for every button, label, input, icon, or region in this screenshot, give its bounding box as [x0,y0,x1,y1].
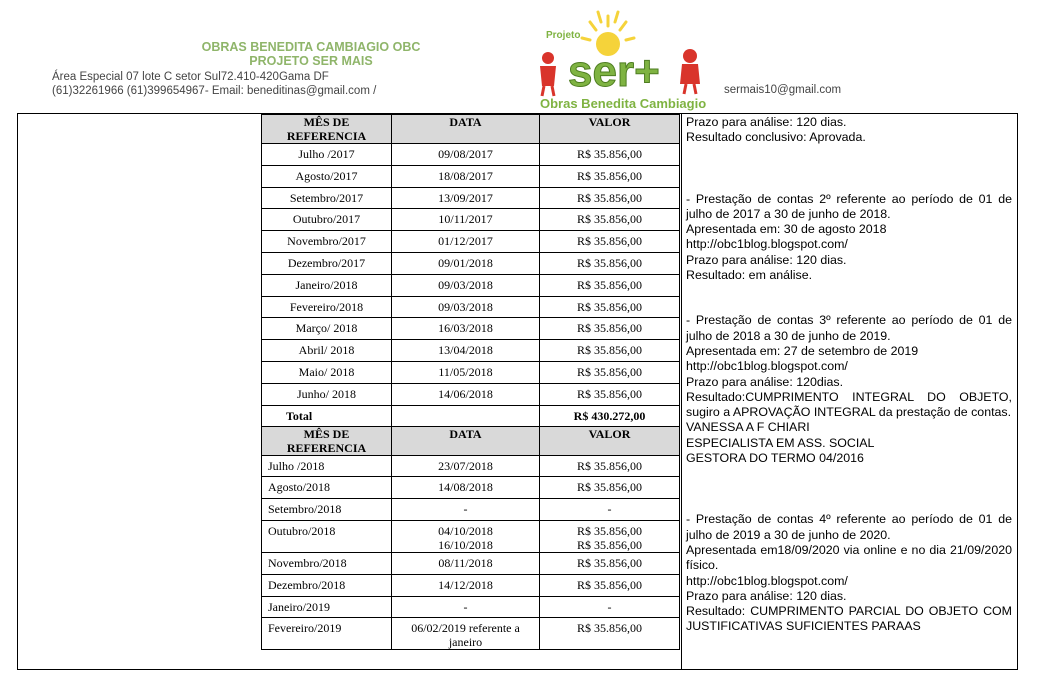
address-block [52,70,376,98]
cell-valor: R$ 35.856,00 [540,618,680,650]
payments-table-body [262,115,680,650]
table-row [262,383,680,405]
cell-mes: Maio/ 2018 [262,361,392,383]
table-header-row-2 [262,426,680,455]
table-row [262,596,680,618]
cell-mes: Outubro/2018 [262,520,392,552]
table-row [262,296,680,318]
cell-mes: Julho /2017 [262,144,392,166]
info-p3-l4: Prazo para análise: 120dias. [686,374,844,389]
cell-mes: Novembro/2017 [262,231,392,253]
logo-brand: ser+ [568,47,660,96]
info-p3-l6: VANESSA A F CHIARI [686,420,810,435]
total-value: R$ 430.272,00 [540,405,680,426]
cell-mes: Outubro/2017 [262,209,392,231]
cell-data: 09/08/2017 [392,144,540,166]
payments-table [261,114,680,650]
header-data: DATA [392,115,540,144]
info-p4-l1: - Prestação de contas 4º referente ao período de 01 de julho de 2019 a 30 de junho de 2020. [686,512,1012,542]
info-p2-l1: - Prestação de contas 2º referente ao período de 01 de julho de 2017 a 30 de junho de 2018. [686,191,1012,221]
table-row [262,165,680,187]
cell-valor: R$ 35.856,00 [540,574,680,596]
table-row [262,209,680,231]
info-p3-l2: Apresentada em: 27 de setembro de 2019 [686,343,919,358]
cell-data: 14/06/2018 [392,383,540,405]
cell-data: - [392,499,540,521]
info-p1-l2: Resultado conclusivo: Aprovada. [686,130,866,145]
column-divider [681,114,682,669]
info-p3-l8: GESTORA DO TERMO 04/2016 [686,451,864,466]
info-p3-l7: ESPECIALISTA EM ASS. SOCIAL [686,435,875,450]
info-p3-l1: - Prestação de contas 3º referente ao período de 01 de julho de 2018 a 30 de junho de 2019. [686,313,1012,343]
cell-mes: Setembro/2017 [262,187,392,209]
cell-mes: Agosto/2018 [262,477,392,499]
cell-mes: Abril/ 2018 [262,340,392,362]
cell-mes: Junho/ 2018 [262,383,392,405]
table-row [262,552,680,574]
header-valor: VALOR [540,115,680,144]
cell-data: 09/01/2018 [392,252,540,274]
table-row [262,318,680,340]
ser-mais-logo [530,6,710,112]
table-row [262,574,680,596]
cell-mes: Agosto/2017 [262,165,392,187]
cell-mes: Julho /2018 [262,455,392,477]
logo-subtitle: Obras Benedita Cambiagio [540,96,707,111]
info-p2-link[interactable]: http://obc1blog.blogspot.com/ [686,237,848,252]
cell-valor: R$ 35.856,00 [540,296,680,318]
table-header-row-1 [262,115,680,144]
cell-valor: R$ 35.856,00 [540,361,680,383]
secondary-email: sermais10@gmail.com [724,84,842,96]
info-p2-l5: Resultado: em análise. [686,268,813,283]
table-row [262,340,680,362]
cell-valor: R$ 35.856,00 R$ 35.856,00 [540,520,680,552]
cell-valor: - [540,499,680,521]
info-p3-link[interactable]: http://obc1blog.blogspot.com/ [686,359,848,374]
cell-data: 14/12/2018 [392,574,540,596]
table-row [262,618,680,650]
total-label: Total [262,405,392,426]
table-row [262,274,680,296]
cell-valor: R$ 35.856,00 [540,318,680,340]
info-p4-l4: Prazo para análise: 120 dias. [686,588,847,603]
cell-mes: Setembro/2018 [262,499,392,521]
info-p1-l1: Prazo para análise: 120 dias. [686,115,847,129]
cell-data: 08/11/2018 [392,552,540,574]
table-row [262,252,680,274]
cell-valor: R$ 35.856,00 [540,231,680,253]
cell-mes: Novembro/2018 [262,552,392,574]
cell-data: 09/03/2018 [392,274,540,296]
spacer [686,466,1012,512]
cell-data: 06/02/2019 referente a janeiro [392,618,540,650]
header-data: DATA [392,426,540,455]
cell-mes: Janeiro/2019 [262,596,392,618]
cell-valor: R$ 35.856,00 [540,252,680,274]
cell-valor: R$ 35.856,00 [540,455,680,477]
info-p2-l4: Prazo para análise: 120 dias. [686,252,847,267]
info-p2-l2: Apresentada em: 30 de agosto 2018 [686,222,887,237]
cell-data: - [392,596,540,618]
org-name-line2: PROJETO SER MAIS [249,54,373,68]
cell-mes: Janeiro/2018 [262,274,392,296]
table-row [262,231,680,253]
spacer [686,146,1012,192]
cell-data: 16/03/2018 [392,318,540,340]
cell-valor: R$ 35.856,00 [540,165,680,187]
table-row [262,499,680,521]
cell-valor: R$ 35.856,00 [540,477,680,499]
cell-valor: - [540,596,680,618]
cell-valor: R$ 35.856,00 [540,340,680,362]
cell-data: 09/03/2018 [392,296,540,318]
cell-mes: Dezembro/2017 [262,252,392,274]
info-p3-l5: Resultado:CUMPRIMENTO INTEGRAL DO OBJETO, sugiro a APROVAÇÃO INTEGRAL da prestação de contas. [686,389,1012,420]
cell-valor: R$ 35.856,00 [540,144,680,166]
cell-valor: R$ 35.856,00 [540,274,680,296]
child-figure-left-icon [540,52,556,96]
info-p4-l5: Resultado: CUMPRIMENTO PARCIAL DO OBJETO COM JUSTIFICATIVAS SUFICIENTES PARAAS [686,604,1012,634]
address-line: Área Especial 07 lote C setor Sul72.410-420Gama DF [52,71,329,83]
org-name-line1: OBRAS BENEDITA CAMBIAGIO OBC [201,40,421,54]
info-column [686,115,1012,635]
table-row [262,361,680,383]
cell-mes: Março/ 2018 [262,318,392,340]
cell-data: 18/08/2017 [392,165,540,187]
total-row [262,405,680,426]
cell-mes: Fevereiro/2019 [262,618,392,650]
child-figure-right-icon [680,49,700,94]
table-row [262,477,680,499]
cell-valor: R$ 35.856,00 [540,209,680,231]
header-valor: VALOR [540,426,680,455]
table-row [262,455,680,477]
cell-data: 13/09/2017 [392,187,540,209]
cell-data: 23/07/2018 [392,455,540,477]
table-row [262,144,680,166]
cell-data: 01/12/2017 [392,231,540,253]
cell-data: 10/11/2017 [392,209,540,231]
info-p4-link[interactable]: http://obc1blog.blogspot.com/ [686,573,848,588]
org-name [150,40,472,68]
cell-valor: R$ 35.856,00 [540,383,680,405]
contact-line: (61)32261966 (61)399654967- Email: beneditinas@gmail.com / [52,85,377,97]
info-p4-l2: Apresentada em18/09/2020 via online e no dia 21/09/2020 físico. [686,542,1012,573]
cell-valor: R$ 35.856,00 [540,187,680,209]
cell-mes: Fevereiro/2018 [262,296,392,318]
spacer [686,283,1012,313]
cell-mes: Dezembro/2018 [262,574,392,596]
table-row [262,520,680,552]
total-empty [392,405,540,426]
cell-valor: R$ 35.856,00 [540,552,680,574]
cell-data: 14/08/2018 [392,477,540,499]
cell-data: 04/10/2018 16/10/2018 [392,520,540,552]
header-mes: MÊS DE REFERENCIA [262,426,392,455]
header-mes: MÊS DE REFERENCIA [262,115,392,144]
cell-data: 11/05/2018 [392,361,540,383]
logo-projeto-label: Projeto [546,30,581,41]
table-row [262,187,680,209]
cell-data: 13/04/2018 [392,340,540,362]
